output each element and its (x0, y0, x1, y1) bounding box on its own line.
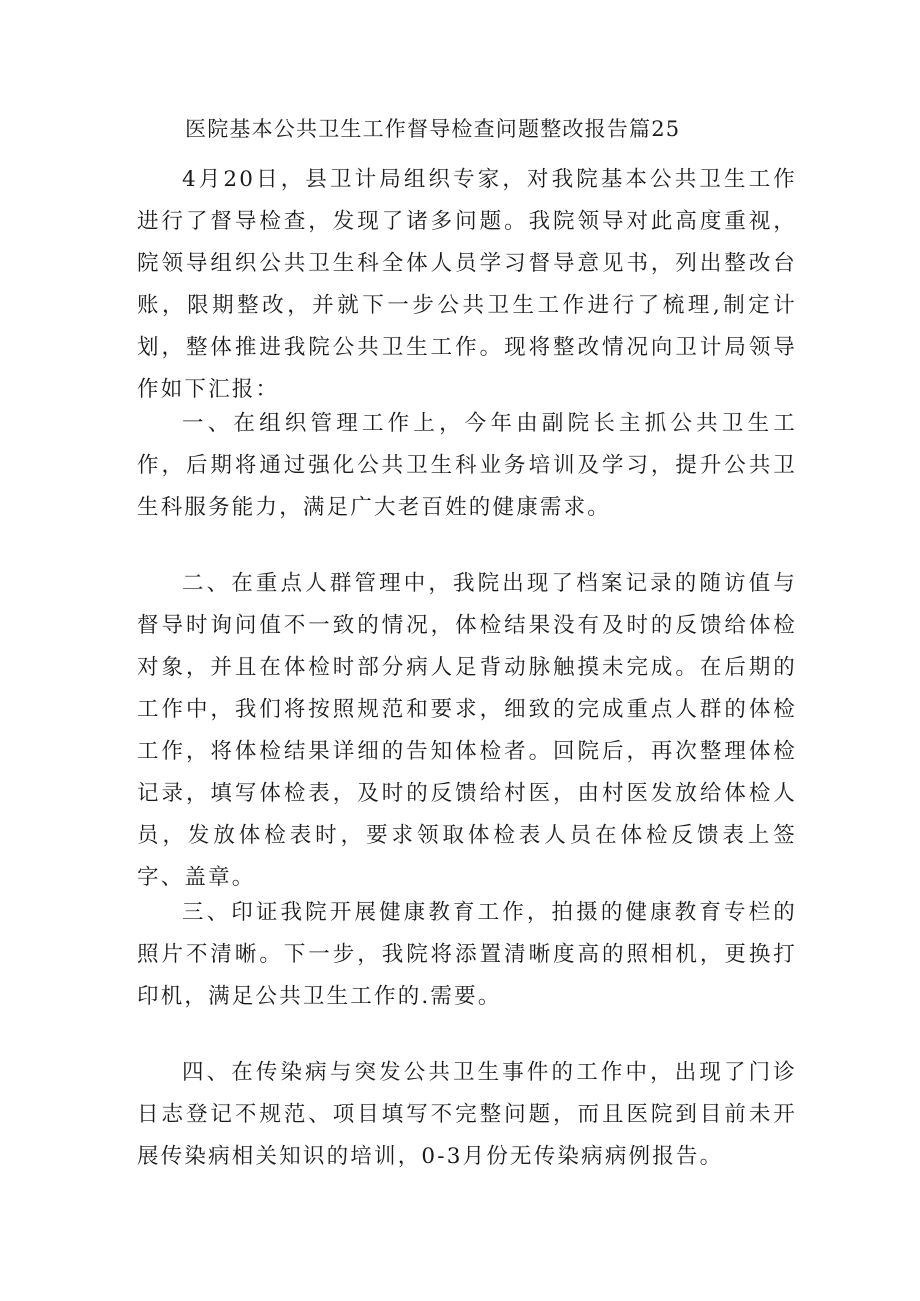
paragraph-item-2: 二、在重点人群管理中，我院出现了档案记录的随访值与督导时询问值不一致的情况，体检结果没有及时的反馈给体检对象，并且在体检时部分病人足背动脉触摸未完成。在后期的工作中，我们将按照规范和要求，细致的完成重点人群的体检工作，将体检结果详细的告知体检者。回院后，再次整理体检记录，填写体检表，及时的反馈给村医，由村医发放给体检人员，发放体检表时，要求领取体检表人员在体检反馈表上签字、盖章。 (137, 571, 797, 890)
paragraph-intro: 4月20日，县卫计局组织专家，对我院基本公共卫生工作进行了督导检查，发现了诸多问题。我院领导对此高度重视，院领导组织公共卫生科全体人员学习督导意见书，列出整改台账，限期整改，并就下一步公共卫生工作进行了梳理,制定计划，整体推进我院公共卫生工作。现将整改情况向卫计局领导作如下汇报： (137, 167, 797, 402)
paragraph-item-3: 三、印证我院开展健康教育工作，拍摄的健康教育专栏的照片不清晰。下一步，我院将添置清晰度高的照相机，更换打印机，满足公共卫生工作的.需要。 (137, 900, 797, 1009)
paragraph-item-4: 四、在传染病与突发公共卫生事件的工作中，出现了门诊日志登记不规范、项目填写不完整问题，而且医院到目前未开展传染病相关知识的培训，0-3月份无传染病病例报告。 (137, 1060, 797, 1169)
paragraph-item-1: 一、在组织管理工作上，今年由副院长主抓公共卫生工作，后期将通过强化公共卫生科业务培训及学习，提升公共卫生科服务能力，满足广大老百姓的健康需求。 (137, 411, 797, 520)
document-title: 医院基本公共卫生工作督导检查问题整改报告篇25 (185, 117, 681, 141)
